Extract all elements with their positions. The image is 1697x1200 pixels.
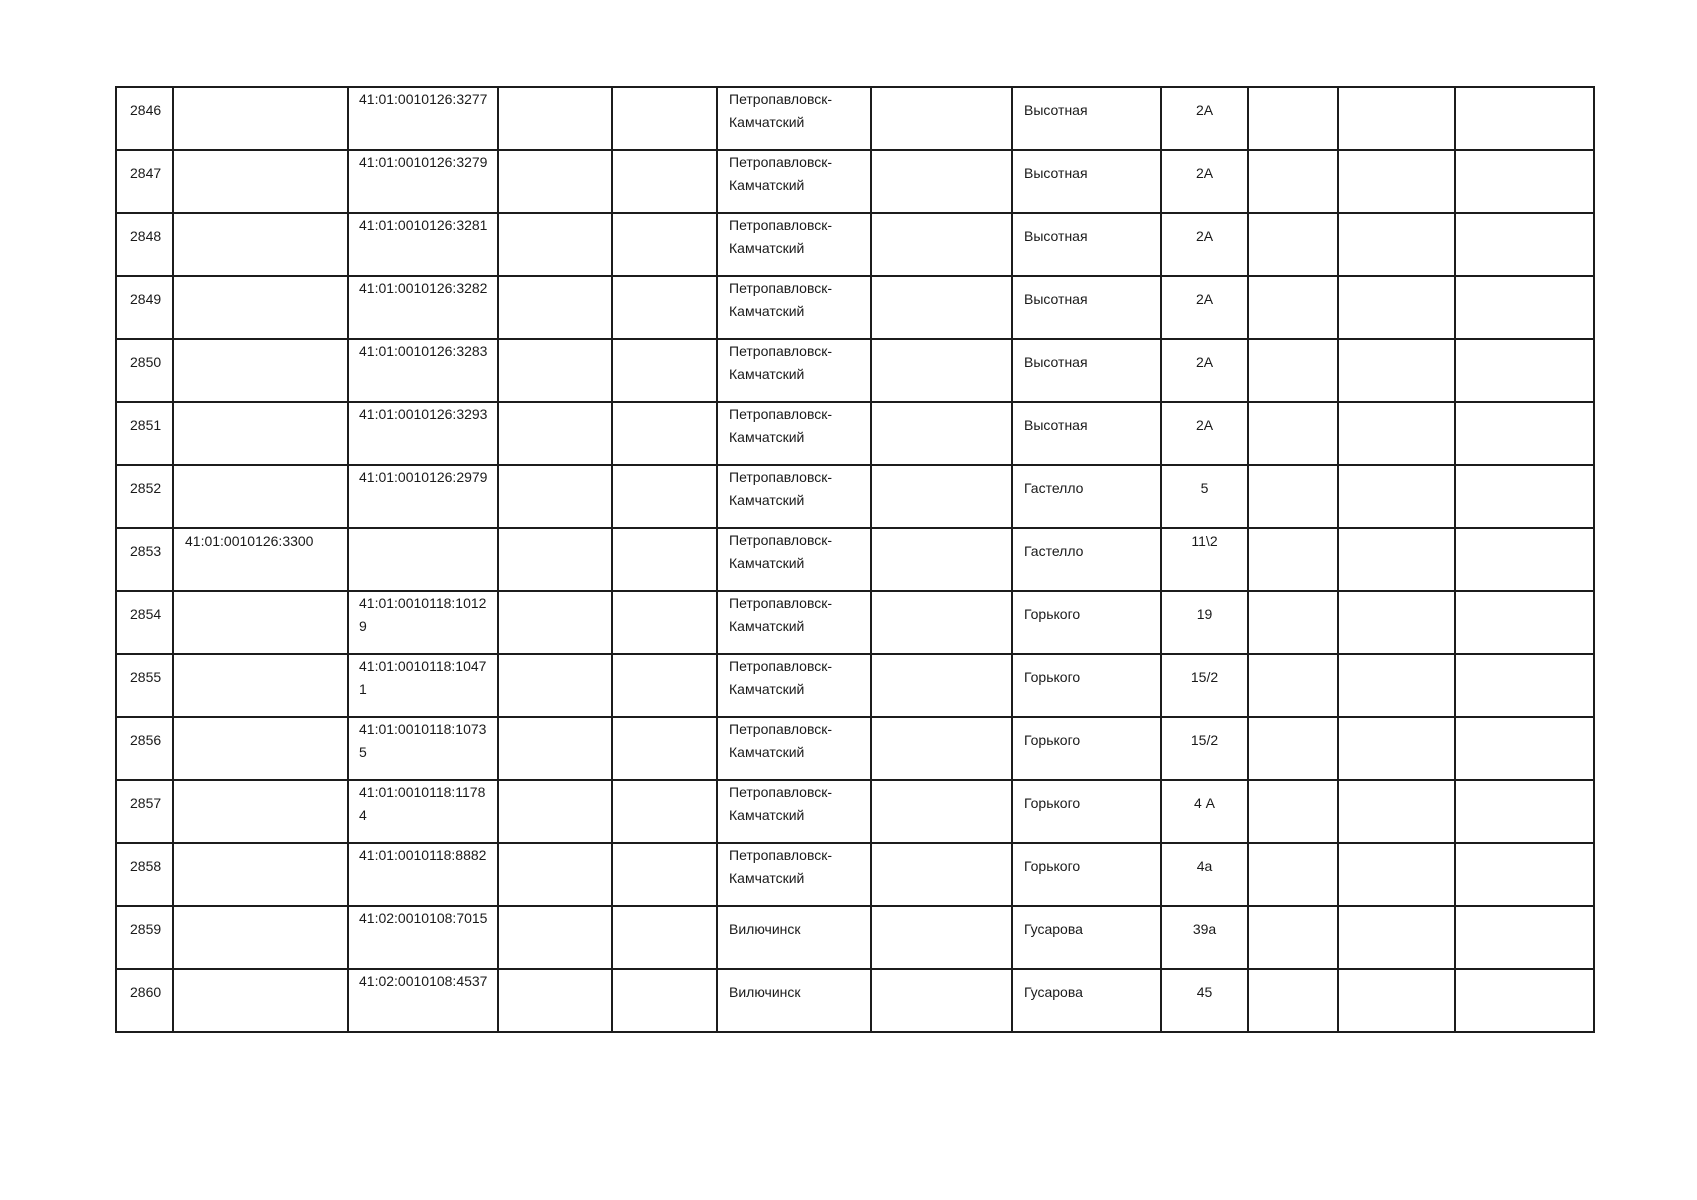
street-cell — [1012, 591, 1161, 654]
empty-cell — [612, 276, 717, 339]
city-cell-text: Петропавловск-Камчатский — [729, 658, 833, 697]
row-number-cell — [116, 969, 173, 1032]
street-cell — [1012, 528, 1161, 591]
land-cadastral-number-cell-text — [174, 88, 347, 89]
street-cell-text: Горького — [1024, 858, 1081, 874]
city-cell — [717, 402, 871, 465]
empty-cell — [871, 339, 1012, 402]
building-cadastral-number-cell-text: 41:02:0010108:4537 — [359, 973, 488, 989]
land-cadastral-number-cell-text — [174, 214, 347, 215]
street-cell-text: Горького — [1024, 669, 1081, 685]
city-cell — [717, 528, 871, 591]
land-cadastral-number-cell — [173, 150, 348, 213]
row-number-cell-text: 2860 — [130, 984, 162, 1000]
empty-cell — [1455, 276, 1594, 339]
empty-cell — [612, 654, 717, 717]
city-cell-text: Вилючинск — [729, 984, 801, 1000]
house-number-cell — [1161, 528, 1248, 591]
empty-cell — [1455, 150, 1594, 213]
empty-cell — [871, 969, 1012, 1032]
row-number-cell-text: 2847 — [130, 165, 162, 181]
row-number-cell-text: 2857 — [130, 795, 162, 811]
empty-cell — [1248, 150, 1338, 213]
row-number-cell-text: 2856 — [130, 732, 162, 748]
empty-cell — [1248, 465, 1338, 528]
city-cell — [717, 339, 871, 402]
building-cadastral-number-cell-text: 41:01:0010126:3283 — [359, 343, 488, 359]
house-number-cell — [1161, 906, 1248, 969]
building-cadastral-number-cell-text: 41:01:0010126:3282 — [359, 280, 488, 296]
street-cell-text: Гусарова — [1024, 921, 1083, 937]
building-cadastral-number-cell — [348, 843, 498, 906]
row-number-cell-text: 2858 — [130, 858, 162, 874]
city-cell-text: Петропавловск-Камчатский — [729, 280, 833, 319]
land-cadastral-number-cell-text — [174, 844, 347, 845]
row-number-cell-text: 2853 — [130, 543, 162, 559]
empty-cell — [1455, 906, 1594, 969]
house-number-cell — [1161, 87, 1248, 150]
house-number-cell — [1161, 465, 1248, 528]
empty-cell — [612, 906, 717, 969]
row-number-cell-text: 2855 — [130, 669, 162, 685]
empty-cell — [1338, 339, 1455, 402]
empty-cell — [871, 87, 1012, 150]
empty-cell — [871, 213, 1012, 276]
empty-cell — [1338, 969, 1455, 1032]
empty-cell — [498, 87, 612, 150]
house-number-cell — [1161, 780, 1248, 843]
street-cell — [1012, 843, 1161, 906]
row-number-cell-text: 2849 — [130, 291, 162, 307]
house-number-cell-text: 2А — [1195, 102, 1214, 118]
house-number-cell — [1161, 339, 1248, 402]
empty-cell — [498, 654, 612, 717]
city-cell — [717, 780, 871, 843]
city-cell-text: Петропавловск-Камчатский — [729, 406, 833, 445]
land-cadastral-number-cell-text — [174, 592, 347, 593]
land-cadastral-number-cell-text: 41:01:0010126:3300 — [185, 533, 314, 549]
house-number-cell — [1161, 969, 1248, 1032]
city-cell-text: Петропавловск-Камчатский — [729, 532, 833, 571]
row-number-cell-text: 2850 — [130, 354, 162, 370]
land-cadastral-number-cell-text — [174, 655, 347, 656]
empty-cell — [1248, 213, 1338, 276]
empty-cell — [1248, 717, 1338, 780]
empty-cell — [612, 402, 717, 465]
street-cell — [1012, 402, 1161, 465]
city-cell-text: Петропавловск-Камчатский — [729, 217, 833, 256]
empty-cell — [612, 780, 717, 843]
city-cell-text: Петропавловск-Камчатский — [729, 847, 833, 886]
empty-cell — [871, 465, 1012, 528]
empty-cell — [1455, 87, 1594, 150]
house-number-cell-text: 45 — [1196, 984, 1213, 1000]
empty-cell — [1248, 339, 1338, 402]
house-number-cell — [1161, 276, 1248, 339]
registry-table — [115, 86, 1595, 1033]
empty-cell — [1338, 87, 1455, 150]
house-number-cell-text: 4 А — [1193, 795, 1215, 811]
street-cell-text: Гастелло — [1024, 480, 1084, 496]
street-cell-text: Горького — [1024, 732, 1081, 748]
building-cadastral-number-cell-text: 41:01:0010118:10471 — [359, 658, 487, 697]
table-row — [116, 402, 1594, 465]
empty-cell — [1338, 213, 1455, 276]
empty-cell — [1455, 528, 1594, 591]
empty-cell — [1248, 528, 1338, 591]
street-cell — [1012, 717, 1161, 780]
street-cell — [1012, 213, 1161, 276]
street-cell — [1012, 969, 1161, 1032]
table-row — [116, 213, 1594, 276]
building-cadastral-number-cell-text: 41:01:0010126:3277 — [359, 91, 488, 107]
empty-cell — [612, 591, 717, 654]
land-cadastral-number-cell-text — [174, 340, 347, 341]
empty-cell — [1248, 906, 1338, 969]
land-cadastral-number-cell — [173, 717, 348, 780]
house-number-cell-text: 2А — [1195, 165, 1214, 181]
empty-cell — [1248, 843, 1338, 906]
building-cadastral-number-cell-text: 41:01:0010126:2979 — [359, 469, 488, 485]
land-cadastral-number-cell — [173, 906, 348, 969]
row-number-cell — [116, 906, 173, 969]
building-cadastral-number-cell-text: 41:01:0010118:10735 — [359, 721, 487, 760]
house-number-cell — [1161, 402, 1248, 465]
house-number-cell-text: 19 — [1196, 606, 1213, 622]
building-cadastral-number-cell-text: 41:01:0010118:10129 — [359, 595, 487, 634]
street-cell-text: Высотная — [1024, 354, 1088, 370]
table-body — [116, 87, 1594, 1032]
empty-cell — [1455, 213, 1594, 276]
empty-cell — [1338, 654, 1455, 717]
table-row — [116, 717, 1594, 780]
empty-cell — [1455, 969, 1594, 1032]
empty-cell — [498, 843, 612, 906]
land-cadastral-number-cell — [173, 465, 348, 528]
house-number-cell-text: 2А — [1195, 354, 1214, 370]
empty-cell — [498, 465, 612, 528]
empty-cell — [1248, 780, 1338, 843]
land-cadastral-number-cell — [173, 276, 348, 339]
street-cell — [1012, 87, 1161, 150]
empty-cell — [498, 717, 612, 780]
empty-cell — [1455, 717, 1594, 780]
land-cadastral-number-cell — [173, 528, 348, 591]
city-cell — [717, 87, 871, 150]
street-cell-text: Горького — [1024, 606, 1081, 622]
empty-cell — [498, 213, 612, 276]
city-cell-text: Петропавловск-Камчатский — [729, 784, 833, 823]
empty-cell — [1338, 465, 1455, 528]
row-number-cell-text: 2859 — [130, 921, 162, 937]
empty-cell — [1248, 654, 1338, 717]
house-number-cell-text: 2А — [1195, 417, 1214, 433]
house-number-cell-text: 39а — [1192, 921, 1217, 937]
city-cell-text: Петропавловск-Камчатский — [729, 154, 833, 193]
empty-cell — [1248, 87, 1338, 150]
building-cadastral-number-cell — [348, 906, 498, 969]
row-number-cell — [116, 717, 173, 780]
street-cell — [1012, 276, 1161, 339]
land-cadastral-number-cell — [173, 339, 348, 402]
row-number-cell — [116, 339, 173, 402]
empty-cell — [871, 717, 1012, 780]
building-cadastral-number-cell — [348, 780, 498, 843]
land-cadastral-number-cell — [173, 591, 348, 654]
row-number-cell — [116, 843, 173, 906]
table-row — [116, 906, 1594, 969]
row-number-cell — [116, 87, 173, 150]
empty-cell — [871, 843, 1012, 906]
street-cell — [1012, 906, 1161, 969]
street-cell — [1012, 339, 1161, 402]
table-row — [116, 276, 1594, 339]
empty-cell — [1338, 402, 1455, 465]
table-row — [116, 528, 1594, 591]
empty-cell — [498, 339, 612, 402]
street-cell — [1012, 465, 1161, 528]
empty-cell — [1338, 528, 1455, 591]
empty-cell — [871, 150, 1012, 213]
empty-cell — [1338, 591, 1455, 654]
table-row — [116, 843, 1594, 906]
street-cell-text: Гастелло — [1024, 543, 1084, 559]
empty-cell — [498, 969, 612, 1032]
empty-cell — [1338, 276, 1455, 339]
land-cadastral-number-cell-text — [174, 466, 347, 467]
street-cell-text: Высотная — [1024, 102, 1088, 118]
table-row — [116, 780, 1594, 843]
land-cadastral-number-cell-text — [174, 907, 347, 908]
empty-cell — [1455, 465, 1594, 528]
city-cell — [717, 717, 871, 780]
city-cell — [717, 591, 871, 654]
table-row — [116, 654, 1594, 717]
house-number-cell-text: 15/2 — [1190, 669, 1219, 685]
house-number-cell — [1161, 591, 1248, 654]
land-cadastral-number-cell-text — [174, 970, 347, 971]
empty-cell — [1248, 591, 1338, 654]
house-number-cell — [1161, 150, 1248, 213]
empty-cell — [498, 528, 612, 591]
house-number-cell-text: 11\2 — [1191, 533, 1218, 549]
empty-cell — [871, 528, 1012, 591]
city-cell — [717, 213, 871, 276]
empty-cell — [612, 843, 717, 906]
building-cadastral-number-cell-text: 41:01:0010118:11784 — [359, 784, 486, 823]
city-cell — [717, 843, 871, 906]
empty-cell — [1455, 402, 1594, 465]
empty-cell — [1338, 906, 1455, 969]
land-cadastral-number-cell-text — [174, 781, 347, 782]
building-cadastral-number-cell-text: 41:01:0010126:3293 — [359, 406, 488, 422]
house-number-cell-text: 5 — [1200, 480, 1209, 496]
empty-cell — [1248, 402, 1338, 465]
house-number-cell-text: 4а — [1196, 858, 1213, 874]
empty-cell — [612, 528, 717, 591]
table-row — [116, 339, 1594, 402]
city-cell — [717, 906, 871, 969]
street-cell-text: Высотная — [1024, 417, 1088, 433]
empty-cell — [871, 276, 1012, 339]
empty-cell — [871, 780, 1012, 843]
empty-cell — [1455, 654, 1594, 717]
land-cadastral-number-cell — [173, 402, 348, 465]
empty-cell — [498, 906, 612, 969]
table-row — [116, 87, 1594, 150]
empty-cell — [612, 339, 717, 402]
empty-cell — [871, 906, 1012, 969]
row-number-cell — [116, 780, 173, 843]
table-row — [116, 969, 1594, 1032]
land-cadastral-number-cell-text — [174, 403, 347, 404]
row-number-cell-text: 2848 — [130, 228, 162, 244]
building-cadastral-number-cell — [348, 339, 498, 402]
empty-cell — [612, 150, 717, 213]
empty-cell — [1338, 150, 1455, 213]
empty-cell — [612, 969, 717, 1032]
building-cadastral-number-cell-text: 41:02:0010108:7015 — [359, 910, 488, 926]
building-cadastral-number-cell — [348, 276, 498, 339]
land-cadastral-number-cell — [173, 969, 348, 1032]
building-cadastral-number-cell — [348, 402, 498, 465]
row-number-cell-text: 2846 — [130, 102, 162, 118]
city-cell-text: Петропавловск-Камчатский — [729, 343, 833, 382]
building-cadastral-number-cell — [348, 87, 498, 150]
building-cadastral-number-cell — [348, 528, 498, 591]
city-cell-text: Петропавловск-Камчатский — [729, 721, 833, 760]
row-number-cell-text: 2854 — [130, 606, 162, 622]
row-number-cell — [116, 402, 173, 465]
empty-cell — [1248, 276, 1338, 339]
street-cell-text: Высотная — [1024, 228, 1088, 244]
street-cell-text: Горького — [1024, 795, 1081, 811]
building-cadastral-number-cell — [348, 717, 498, 780]
building-cadastral-number-cell — [348, 654, 498, 717]
city-cell-text: Петропавловск-Камчатский — [729, 595, 833, 634]
building-cadastral-number-cell — [348, 969, 498, 1032]
city-cell — [717, 465, 871, 528]
row-number-cell — [116, 528, 173, 591]
land-cadastral-number-cell — [173, 87, 348, 150]
empty-cell — [612, 465, 717, 528]
building-cadastral-number-cell — [348, 591, 498, 654]
street-cell — [1012, 654, 1161, 717]
row-number-cell-text: 2851 — [130, 417, 162, 433]
land-cadastral-number-cell — [173, 654, 348, 717]
empty-cell — [1338, 717, 1455, 780]
building-cadastral-number-cell — [348, 150, 498, 213]
house-number-cell-text: 15/2 — [1190, 732, 1219, 748]
land-cadastral-number-cell — [173, 213, 348, 276]
street-cell-text: Высотная — [1024, 165, 1088, 181]
city-cell — [717, 654, 871, 717]
empty-cell — [498, 591, 612, 654]
city-cell-text: Вилючинск — [729, 921, 801, 937]
empty-cell — [1455, 780, 1594, 843]
row-number-cell — [116, 276, 173, 339]
row-number-cell — [116, 465, 173, 528]
house-number-cell — [1161, 213, 1248, 276]
row-number-cell — [116, 654, 173, 717]
building-cadastral-number-cell-text: 41:01:0010126:3279 — [359, 154, 488, 170]
empty-cell — [871, 654, 1012, 717]
row-number-cell — [116, 591, 173, 654]
house-number-cell-text: 2А — [1195, 291, 1214, 307]
empty-cell — [612, 87, 717, 150]
city-cell — [717, 969, 871, 1032]
street-cell — [1012, 780, 1161, 843]
land-cadastral-number-cell-text — [174, 151, 347, 152]
empty-cell — [1455, 591, 1594, 654]
row-number-cell-text: 2852 — [130, 480, 162, 496]
empty-cell — [498, 780, 612, 843]
street-cell-text: Гусарова — [1024, 984, 1083, 1000]
row-number-cell — [116, 150, 173, 213]
row-number-cell — [116, 213, 173, 276]
land-cadastral-number-cell-text — [174, 718, 347, 719]
house-number-cell — [1161, 717, 1248, 780]
table-row — [116, 591, 1594, 654]
city-cell — [717, 276, 871, 339]
street-cell-text: Высотная — [1024, 291, 1088, 307]
empty-cell — [498, 402, 612, 465]
city-cell — [717, 150, 871, 213]
empty-cell — [1338, 780, 1455, 843]
empty-cell — [1455, 339, 1594, 402]
house-number-cell-text: 2А — [1195, 228, 1214, 244]
house-number-cell — [1161, 654, 1248, 717]
table-row — [116, 465, 1594, 528]
table-row — [116, 150, 1594, 213]
house-number-cell — [1161, 843, 1248, 906]
empty-cell — [612, 213, 717, 276]
building-cadastral-number-cell-text: 41:01:0010126:3281 — [359, 217, 488, 233]
building-cadastral-number-cell — [348, 465, 498, 528]
empty-cell — [871, 402, 1012, 465]
land-cadastral-number-cell — [173, 843, 348, 906]
empty-cell — [612, 717, 717, 780]
empty-cell — [498, 150, 612, 213]
empty-cell — [1455, 843, 1594, 906]
building-cadastral-number-cell — [348, 213, 498, 276]
land-cadastral-number-cell-text — [174, 277, 347, 278]
empty-cell — [498, 276, 612, 339]
empty-cell — [871, 591, 1012, 654]
city-cell-text: Петропавловск-Камчатский — [729, 469, 833, 508]
building-cadastral-number-cell-text: 41:01:0010118:8882 — [359, 847, 487, 863]
city-cell-text: Петропавловск-Камчатский — [729, 91, 833, 130]
street-cell — [1012, 150, 1161, 213]
land-cadastral-number-cell — [173, 780, 348, 843]
empty-cell — [1248, 969, 1338, 1032]
empty-cell — [1338, 843, 1455, 906]
